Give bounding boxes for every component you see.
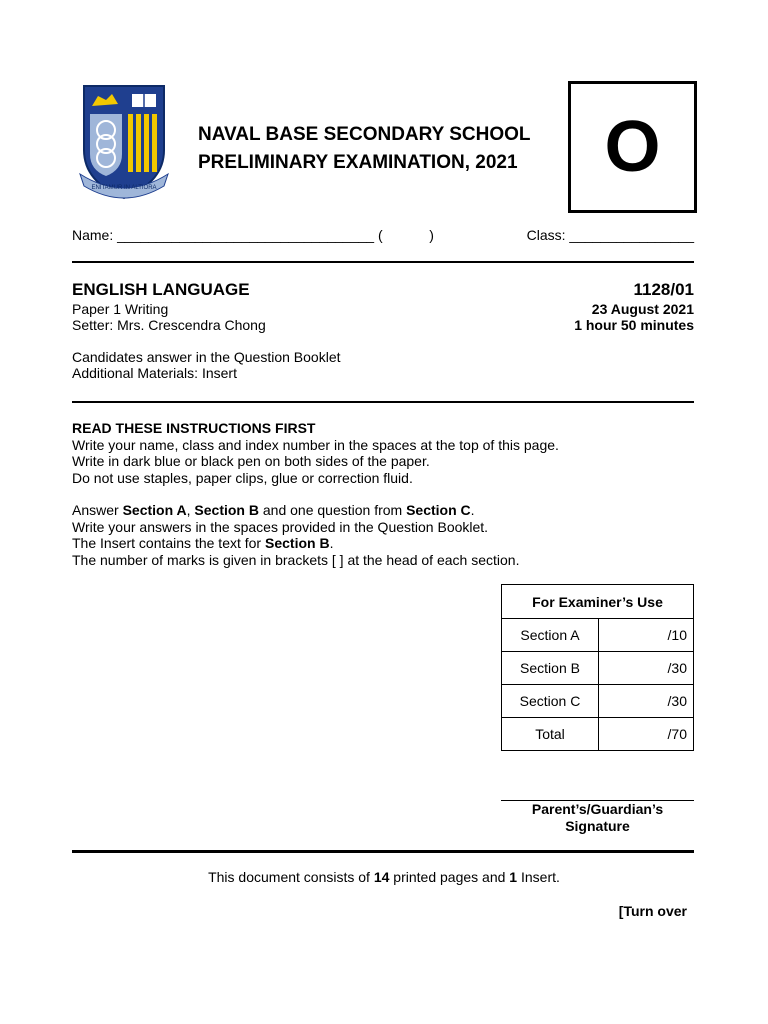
text-fragment: Answer — [72, 502, 123, 518]
school-crest-logo — [78, 84, 170, 200]
exam-duration: 1 hour 50 minutes — [574, 317, 694, 333]
instruction-line — [72, 502, 672, 519]
row-mark[interactable]: /10 — [599, 619, 694, 652]
crest-motto: ENITAMUR IN ALTIORA — [91, 185, 157, 191]
section-b-ref: Section B — [265, 535, 330, 551]
divider — [72, 261, 694, 263]
insert-count: 1 — [509, 869, 518, 885]
row-label: Section B — [502, 652, 599, 685]
materials-note: Additional Materials: Insert — [72, 365, 237, 381]
row-label: Section C — [502, 685, 599, 718]
subject-title: ENGLISH LANGUAGE — [72, 280, 250, 299]
exam-header — [198, 121, 531, 177]
text-fragment: . — [470, 502, 475, 518]
text-fragment: printed pages and — [389, 869, 510, 885]
paper-info — [72, 301, 266, 333]
table-row — [502, 652, 694, 685]
table-row — [502, 619, 694, 652]
page-count-note — [0, 869, 768, 885]
instructions — [72, 420, 672, 568]
text-fragment: and one question from — [258, 502, 407, 518]
instruction-line: Write your answers in the spaces provided in the Question Booklet. — [72, 518, 489, 535]
row-label: Section A — [502, 619, 599, 652]
divider — [72, 850, 694, 853]
signature-label-line: Parent’s/Guardian’s — [531, 801, 664, 817]
school-name: NAVAL BASE SECONDARY SCHOOL — [198, 124, 531, 145]
paper-date-duration — [574, 301, 694, 333]
row-label: Total — [502, 718, 599, 751]
text-fragment: . — [329, 535, 334, 551]
paper-name: Paper 1 Writing — [72, 301, 169, 317]
table-row — [502, 685, 694, 718]
instructions-heading: READ THESE INSTRUCTIONS FIRST — [72, 420, 316, 436]
answer-info — [72, 349, 341, 381]
section-b-ref: Section B — [194, 502, 259, 518]
instruction-line — [72, 535, 672, 552]
instruction-line: Do not use staples, paper clips, glue or correction fluid. — [72, 469, 413, 486]
stream-letter: O — [604, 107, 661, 187]
instruction-line: Write in dark blue or black pen on both sides of the paper. — [72, 453, 430, 469]
answer-note: Candidates answer in the Question Booklet — [72, 349, 341, 365]
stream-letter-box — [568, 81, 697, 213]
name-field[interactable]: Name: _________________________________ ( ) — [72, 227, 434, 243]
text-fragment: The Insert contains the text for — [72, 535, 265, 551]
row-mark[interactable]: /30 — [599, 685, 694, 718]
row-mark[interactable]: /70 — [599, 718, 694, 751]
page-count: 14 — [373, 869, 390, 885]
text-fragment: Insert. — [517, 869, 560, 885]
examiner-table-title: For Examiner’s Use — [502, 585, 694, 619]
exam-date: 23 August 2021 — [591, 301, 694, 317]
instruction-line: Write your name, class and index number in the spaces at the top of this page. — [72, 436, 559, 453]
instruction-line: The number of marks is given in brackets [ ] at the head of each section. — [72, 551, 520, 568]
section-a-ref: Section A — [122, 502, 187, 518]
class-field[interactable]: Class: ________________ — [526, 227, 694, 243]
candidate-row — [72, 227, 694, 245]
signature-label — [501, 801, 694, 835]
examiner-use-table — [501, 584, 694, 751]
divider — [72, 401, 694, 403]
setter: Setter: Mrs. Crescendra Chong — [72, 317, 266, 333]
table-row — [502, 718, 694, 751]
signature-label-line: Signature — [565, 818, 630, 834]
exam-title: PRELIMINARY EXAMINATION, 2021 — [198, 152, 518, 173]
section-c-ref: Section C — [406, 502, 471, 518]
turn-over-note: [Turn over — [618, 903, 687, 919]
row-mark[interactable]: /30 — [599, 652, 694, 685]
text-fragment: This document consists of — [208, 869, 374, 885]
paper-code: 1128/01 — [633, 280, 694, 299]
text-fragment: , — [186, 502, 195, 518]
